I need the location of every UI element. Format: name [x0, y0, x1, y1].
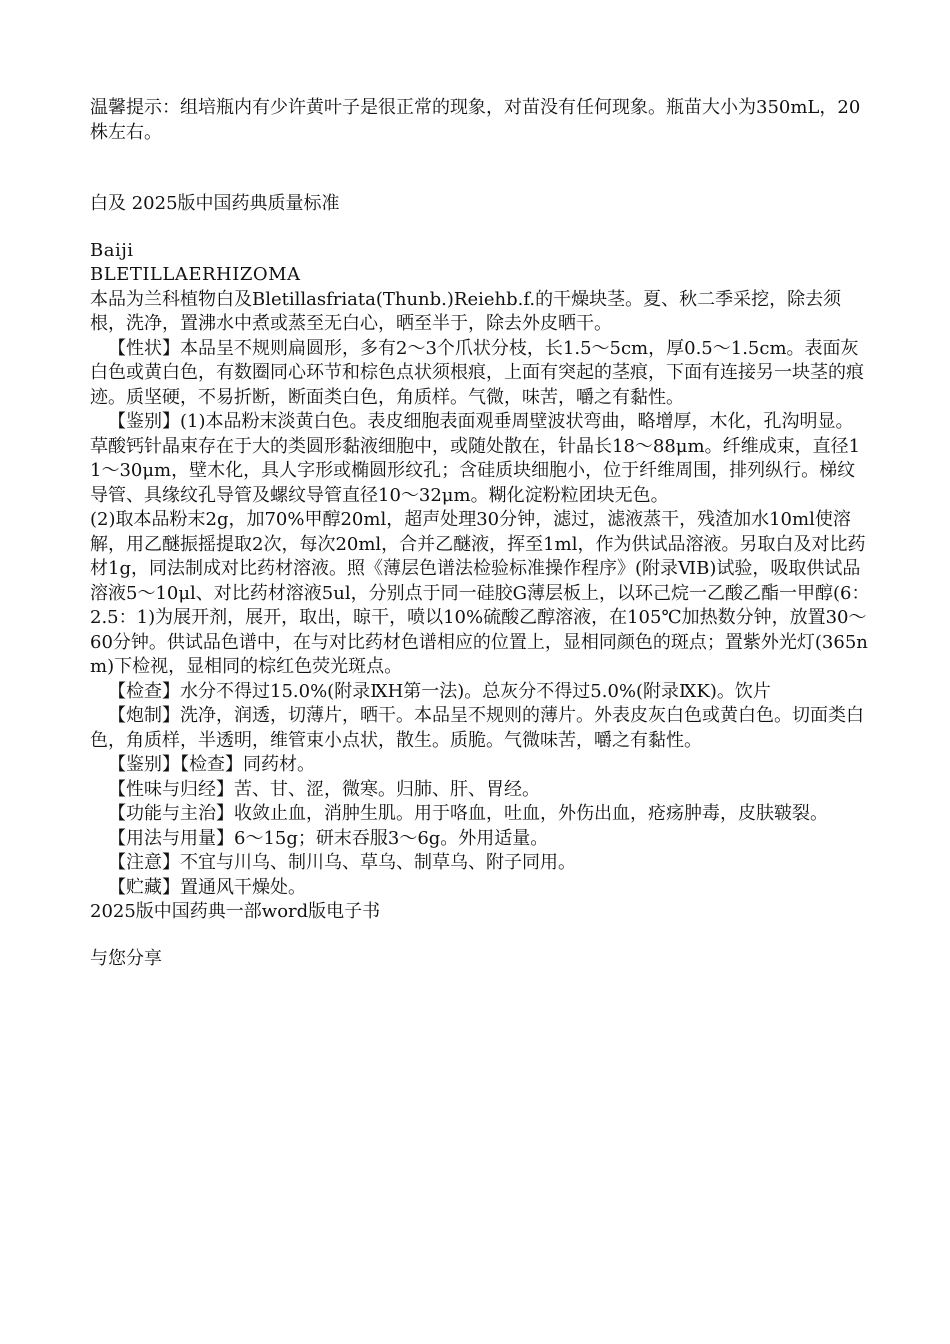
identification-check-line: 【鉴别】【检查】同药材。 [108, 754, 315, 775]
functions-paragraph: 【功能与主治】收敛止血，消肿生肌。用于咯血，吐血，外伤出血，疮疡肿毒，皮肤皲裂。 [108, 803, 828, 824]
characteristics-paragraph: 【性状】本品呈不规则扁圆形，多有2～3个爪状分枝，长1.5～5cm，厚0.5～1.5cm。表面灰白色或黄白色，有数圈同心环节和棕色点状须根痕，上面有突起的茎痕，下面有连接另一块茎的痕迹。质坚硬，不易折断，断面类白色，角质样。气微，味苦，嚼之有黏性。 [90, 337, 864, 408]
document-heading: 白及 2025版中国药典质量标准 [90, 193, 340, 214]
spacer [90, 145, 870, 192]
dosage-line: 【用法与用量】6～15g；研末吞服3～6g。外用适量。 [108, 827, 549, 849]
definition-paragraph: 本品为兰科植物白及Bletillasfriata(Thunb.)Reiehb.f.的干燥块茎。夏、秋二季采挖，除去须根，洗净，置沸水中煮或蒸至无白心，晒至半于，除去外皮晒干。 [90, 288, 842, 334]
identification-paragraph-1: 【鉴别】(1)本品粉末淡黄白色。表皮细胞表面观垂周壁波状弯曲，略增厚，木化，孔沟明显。草酸钙针晶束存在于大的类圆形黏液细胞中，或随处散在，针晶长18～88μm。纤维成束，直径11～30μm，壁木化，具人字形或椭圆形纹孔；含硅质块细胞小，位于纤维周围，排列纵行。梯纹导管、具缘纹孔导管及螺纹导管直径10～32μm。糊化淀粉粒团块无色。 [90, 411, 861, 506]
caution-line: 【注意】不宜与川乌、制川乌、草乌、制草乌、附子同用。 [108, 852, 576, 873]
inspection-paragraph: 【检查】水分不得过15.0%(附录ⅨH第一法)。总灰分不得过5.0%(附录ⅨK)。饮片 [108, 680, 771, 702]
spacer [90, 925, 870, 947]
storage-line: 【贮藏】置通风干燥处。 [108, 876, 306, 898]
tip-paragraph: 温馨提示：组培瓶内有少许黄叶子是很正常的现象，对苗没有任何现象。瓶苗大小为350mL，20株左右。 [90, 97, 861, 143]
share-line: 与您分享 [90, 947, 162, 969]
pinyin-name: Baiji [90, 239, 134, 261]
processing-paragraph: 【炮制】洗净，润透，切薄片，晒干。本品呈不规则的薄片。外表皮灰白色或黄白色。切面类白色，角质样，半透明，维管束小点状，散生。质脆。气微味苦，嚼之有黏性。 [90, 705, 864, 751]
ebook-line: 2025版中国药典一部word版电子书 [90, 901, 381, 922]
latin-name: BLETILLAERHIZOMA [90, 264, 301, 285]
spacer [90, 217, 870, 239]
nature-meridian-line: 【性味与归经】苦、甘、涩，微寒。归肺、肝、胃经。 [108, 778, 540, 800]
document-page [90, 96, 870, 971]
identification-paragraph-2: (2)取本品粉末2g，加70%甲醇20ml，超声处理30分钟，滤过，滤液蒸干，残渣加水10ml使溶解，用乙醚振摇提取2次，每次20ml，合并乙醚液，挥至1ml，作为供试品溶液。另取白及对比药材1g，同法制成对比药材溶液。照《薄层色谱法检验标准操作程序》(附录ⅥB)试验，吸取供试品溶液5～10μl、对比药材溶液5ul，分别点于同一硅胶G薄层板上，以环己烷一乙酸乙酯一甲醇(6：2.5：1)为展开剂，展开，取出，晾干，喷以10%硫酸乙醇溶液，在105℃加热数分钟，放置30～60分钟。供试品色谱中，在与对比药材色谱相应的位置上，显相同颜色的斑点；置紫外光灯(365nm)下检视，显相同的棕红色荧光斑点。 [90, 509, 870, 677]
